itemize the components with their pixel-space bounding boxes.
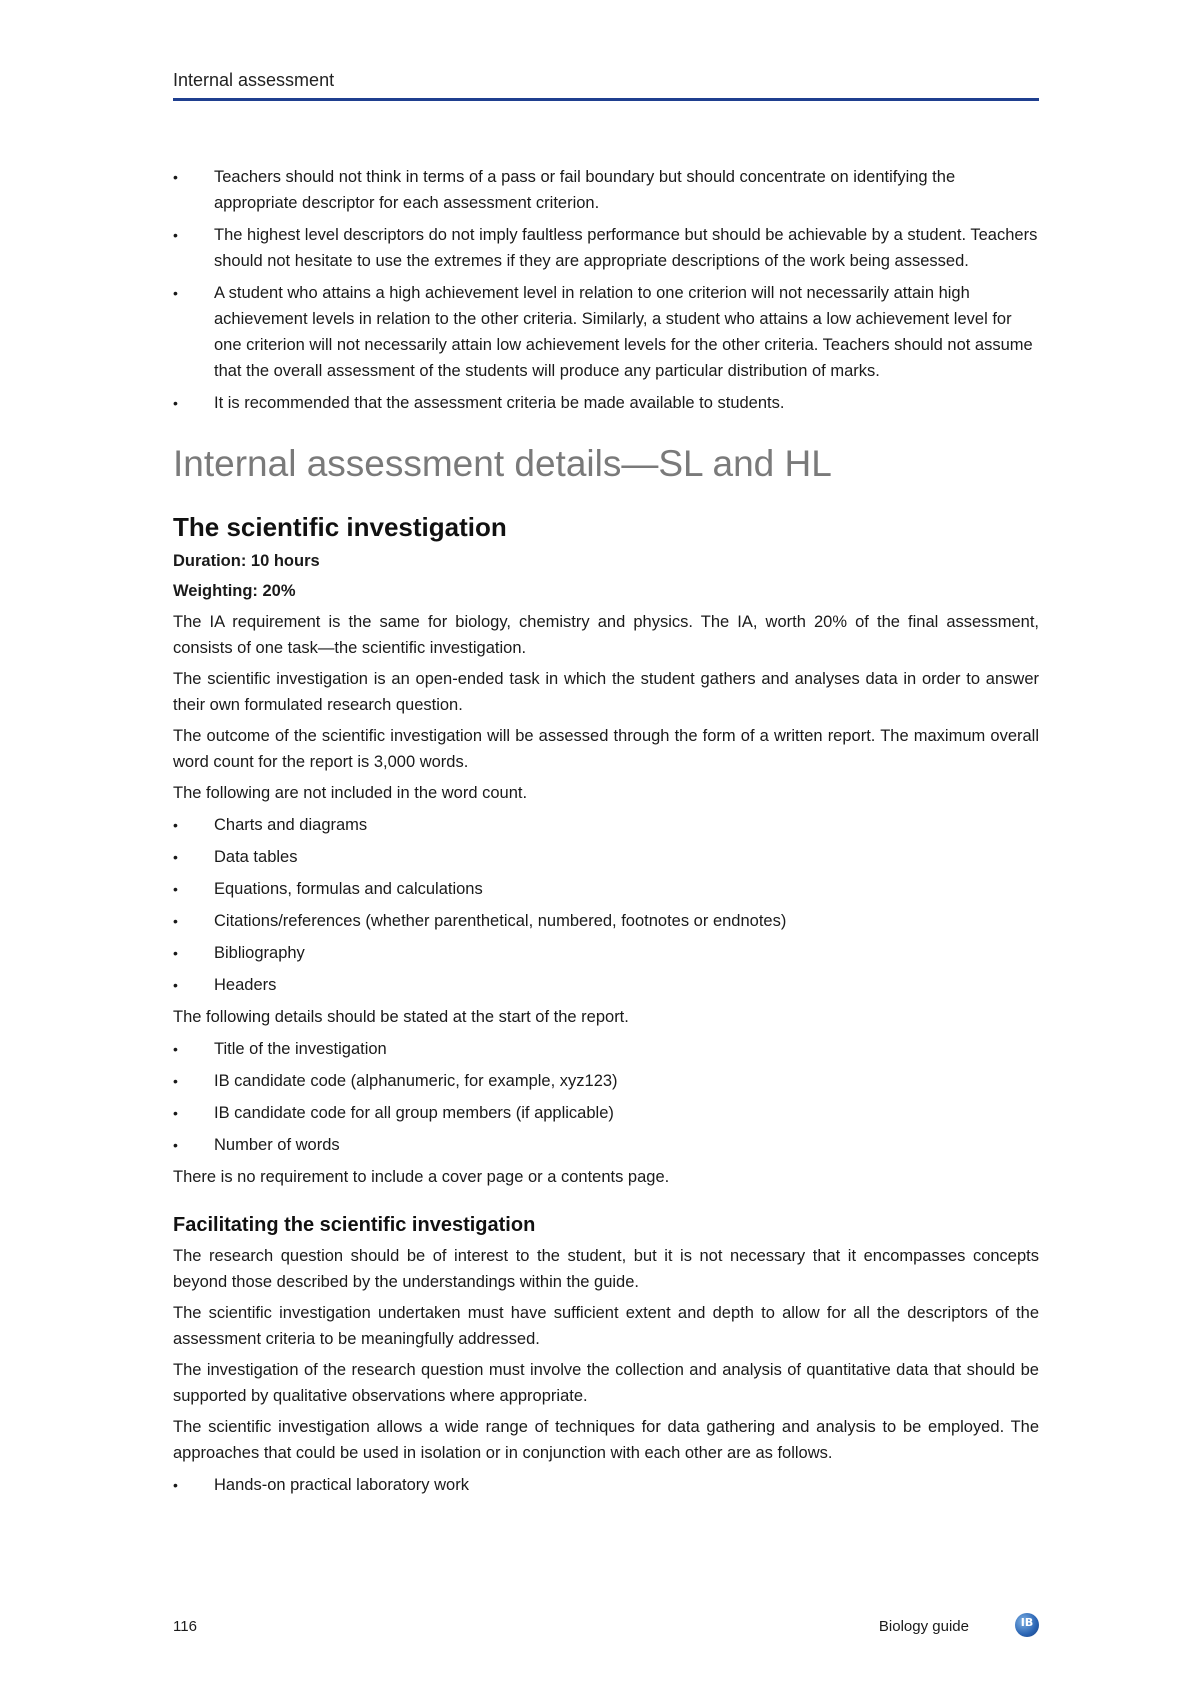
list-item: • Hands-on practical laboratory work (173, 1472, 1039, 1498)
bullet-icon: • (173, 285, 178, 301)
intro-bullet-list (173, 164, 1039, 416)
guide-title: Biology guide (878, 1618, 969, 1635)
bullet-icon: • (173, 1477, 178, 1493)
paragraph: The scientific investigation is an open-ended task in which the student gathers and analyses data in order to answer their own formulated research question. (173, 670, 1039, 714)
section-subtitle: The scientific investigation (173, 512, 507, 542)
running-header: Internal assessment (173, 70, 335, 90)
list-item: • Charts and diagrams (173, 812, 1039, 838)
bullet-icon: • (173, 1041, 178, 1057)
list-item: • Equations, formulas and calculations (173, 876, 1039, 902)
duration-label: Duration: 10 hours (173, 552, 320, 570)
bullet-icon: • (173, 817, 178, 833)
list-item: • Number of words (173, 1132, 1039, 1158)
bullet-icon: • (173, 913, 178, 929)
paragraph: The following are not included in the word count. (173, 784, 528, 802)
list-item: • Title of the investigation (173, 1036, 1039, 1062)
details-items-list (173, 1036, 1039, 1158)
list-item: • It is recommended that the assessment criteria be made available to students. (173, 390, 1039, 416)
paragraph: The IA requirement is the same for biology, chemistry and physics. The IA, worth 20% of the final assessment, consists of one task—the scientific investigation. (173, 613, 1039, 657)
page-number: 116 (173, 1618, 197, 1635)
bullet-icon: • (173, 227, 178, 243)
list-item: • Bibliography (173, 940, 1039, 966)
bullet-icon: • (173, 169, 178, 185)
list-item: • The highest level descriptors do not imply faultless performance but should be achievable by a student. Teachers should not hesitate to use the extremes if they are appropriate descriptions of the work being assessed. (173, 222, 1039, 274)
section-title: Internal assessment details—SL and HL (173, 443, 832, 484)
facilitating-heading: Facilitating the scientific investigation (173, 1214, 536, 1236)
list-item: • IB candidate code (alphanumeric, for example, xyz123) (173, 1068, 1039, 1094)
main-content (173, 164, 1039, 1504)
list-item: • Headers (173, 972, 1039, 998)
bullet-icon: • (173, 395, 178, 411)
paragraph: The scientific investigation undertaken must have sufficient extent and depth to allow for all the descriptors of the assessment criteria to be meaningfully addressed. (173, 1304, 1039, 1348)
paragraph: There is no requirement to include a cover page or a contents page. (173, 1168, 670, 1186)
list-item: • Citations/references (whether parenthetical, numbered, footnotes or endnotes) (173, 908, 1039, 934)
list-item: • Teachers should not think in terms of a pass or fail boundary but should concentrate on identifying the appropriate descriptor for each assessment criterion. (173, 164, 1039, 216)
bullet-icon: • (173, 977, 178, 993)
paragraph: The research question should be of interest to the student, but it is not necessary that it encompasses concepts beyond those described by the understandings within the guide. (173, 1247, 1039, 1291)
bullet-icon: • (173, 1137, 178, 1153)
header-rule (173, 98, 1039, 101)
paragraph: The following details should be stated at the start of the report. (173, 1008, 629, 1026)
bullet-icon: • (173, 945, 178, 961)
excluded-items-list (173, 812, 1039, 998)
weighting-label: Weighting: 20% (173, 582, 296, 600)
paragraph: The investigation of the research question must involve the collection and analysis of quantitative data that should be supported by qualitative observations where appropriate. (173, 1361, 1039, 1405)
paragraph: The scientific investigation allows a wide range of techniques for data gathering and analysis to be employed. The approaches that could be used in isolation or in conjunction with each other are as follows. (173, 1418, 1039, 1462)
list-item: • Data tables (173, 844, 1039, 870)
list-item: • IB candidate code for all group members (if applicable) (173, 1100, 1039, 1126)
ib-logo-icon: IB (1015, 1613, 1039, 1637)
document-page (173, 0, 1039, 1696)
bullet-icon: • (173, 881, 178, 897)
bullet-icon: • (173, 1105, 178, 1121)
list-item: • A student who attains a high achievement level in relation to one criterion will not necessarily attain high achievement levels in relation to the other criteria. Similarly, a student who attains a low achievement level for one criterion will not necessarily attain low achievement levels for the other criteria. Teachers should not assume that the overall assessment of the students will produce any particular distribution of marks. (173, 280, 1039, 384)
paragraph: The outcome of the scientific investigation will be assessed through the form of a written report. The maximum overall word count for the report is 3,000 words. (173, 727, 1039, 771)
bullet-icon: • (173, 849, 178, 865)
bullet-icon: • (173, 1073, 178, 1089)
approaches-list (173, 1472, 1039, 1498)
